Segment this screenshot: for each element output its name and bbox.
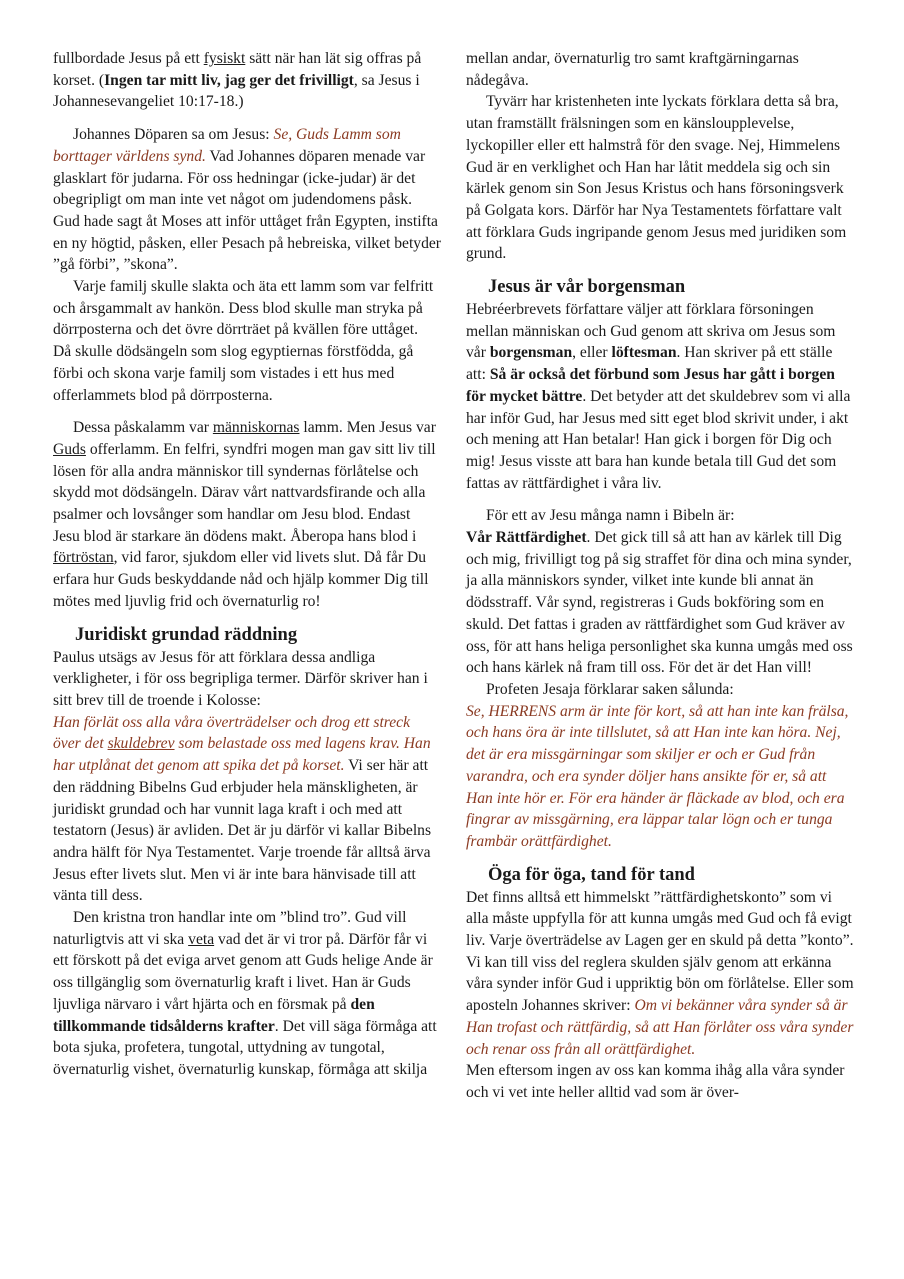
section-heading: Juridiskt grundad räddning [75,624,298,645]
paragraph: Profeten Jesaja förklarar saken sålunda: Se, HERRENS arm är inte för kort, så att han inte kan frälsa, och hans öra är inte tillslutet, så att Han inte kan höra. Nej, det är era missgärningar som skiljer er och er Gud från varandra, och era synder döljer hans ansikte för er, så att Han inte hör er. För era händer är fläckade av blod, och era fingrar av missgärning, era läppar talar lögn och er tunga frambär orättfärdighet. [466,680,849,850]
paragraph: mellan andar, övernaturlig tro samt kraftgärningarnas nådegåva. [466,50,799,89]
paragraph: Då skulle dödsängeln som slog egyptiernas förstfödda, gå förbi och skona varje familj som vistades i ett hus med offerlammets blod på dörrposterna. [53,343,414,404]
scripture-quote: Han förlät oss alla våra överträdelser och drog ett streck över det [53,713,411,753]
left-column [53,48,441,1081]
paragraph: fullbordade Jesus på ett fysiskt sätt när han lät sig offras på korset. (Ingen tar mitt liv, jag ger det frivilligt, sa Jesus i Johannesevangeliet 10:17-18.) [53,50,422,111]
paragraph: För ett av Jesu många namn i Bibeln är: Vår Rättfärdighet. Det gick till så att han av kärlek till Dig och mig, frivilligt tog på sig straffet för dina och mina synder, ja alla människors synder, vilket inte kunde bli annat än dödsstraff. Vår synd, registreras i Guds bokföring som en skuld. Det fattas i graden av rättfärdighet som Gud kräver av oss, för att hans heliga personlighet ska kunna umgås med oss och hans kärlek nå fram till oss. För det är det Han vill! [466,507,853,677]
paragraph: Dessa påskalamm var människornas lamm. Men Jesus var Guds offerlamm. En felfri, syndfri mogen man gav sitt liv till lösen för alla andra människor till syndernas förlåtelse och skydd mot dödsängeln. Därav vårt nattvardsfirande och alla psalmer och lovsånger som handlar om Jesu blod. Endast Jesu blod är starkare än dödens makt. Åberopa hans blod i förtröstan, vid faror, sjukdom eller vid livets slut. Då får Du erfara hur Guds beskyddande nåd och hjälp kommer Dig till mötes med ljuvlig frid och övernaturlig ro! [53,419,436,610]
paragraph: Tyvärr har kristenheten inte lyckats förklara detta så bra, utan framställt frälsningen som en känsloupplevelse, lyckopiller eller ett halmstrå för den svage. Nej, Himmelens Gud är en verklighet och Han har låtit meddela sig och sin kärlek genom sin Son Jesus Kristus och hans försoningsverk på Golgata kors. Därför har Nya Testamentets författare valt att förklara Guds ingripande genom Jesus med juridiken som grund. [466,93,847,263]
paragraph: Varje familj skulle slakta och äta ett lamm som var felfritt och årsgammalt av hankön. Dess blod skulle man stryka på dörrposterna och det övre dörrträet på kvällen före uttåget. [53,278,434,339]
scripture-quote: Om vi bekänner våra synder så är Han trofast och rättfärdig, så att Han förlåter oss våra synder och renar oss från all orättfärdighet. [466,997,854,1058]
scripture-quote: Se, Guds Lamm som borttager världens synd. [53,126,401,165]
section-heading: Öga för öga, tand för tand [488,864,695,885]
paragraph: Men eftersom ingen av oss kan komma ihåg alla våra synder och vi vet inte heller alltid vad som är över- [466,1062,845,1101]
scripture-quote: Se, HERRENS arm är inte för kort, så att han inte kan frälsa, och hans öra är inte tillslutet, så att Han inte kan höra. Nej, det är era missgärningar som skiljer er och er Gud från varandra, och era synder döljer hans ansikte för er, så att Han inte hör er. För era händer är fläckade av blod, och era fingrar av missgärning, era läppar talar lögn och er tunga frambär orättfärdighet. [466,702,849,850]
paragraph: Hebréerbrevets författare väljer att förklara försoningen mellan människan och Gud genom att skriva om Jesus som vår borgensman, eller löftesman. Han skriver på ett ställe att: Så är också det förbund som Jesus har gått i borgen för mycket bättre. Det betyder att det skuldebrev som vi alla har inför Gud, har Jesus med sitt eget blod skrivit under, i akt och mening att Han betalar! Han gick i borgen för Dig och mig! Jesus visste att bara han kunde betala till Gud det som fattas av rättfärdighet i våra liv. [466,301,851,492]
section-heading: Jesus är vår borgensman [488,277,686,298]
right-column [466,48,856,1104]
paragraph: Paulus utsägs av Jesus för att förklara dessa andliga verkligheter, i för oss begripliga termer. Därför skriver han i sitt brev till de troende i Kolosse: Han förlät oss alla våra överträdelser och drog ett streck över det skuldebrev som belastade oss med lagens krav. Han har utplånat det genom att spika det på korset. Vi ser här att den räddning Bibelns Gud erbjuder hela mänskligheten, är juridiskt grundad och har vunnit laga kraft i och med att testatorn (Jesus) är avliden. Det är ju därför vi kallar Bibelns andra hälft för Nya Testamentet. Varje troende får alltså ärva Jesus efter livets slut. Men vi är inte bara hänvisade till att vänta till dess. [53,648,432,905]
paragraph: Den kristna tron handlar inte om ”blind tro”. Gud vill naturligtvis att vi ska veta vad det är vi tror på. Därför får vi ett förskott på det eviga arvet genom att Guds helige Ande är oss tillgänglig som övernaturlig kraft i livet. Han är Guds ljuvliga närvaro i vårt hjärta och en försmak på den tillkommande tidsålderns krafter. Det vill säga förmåga att bota sjuka, profetera, tungotal, uttydning av tungotal, övernaturlig vishet, övernaturlig kunskap, förmåga att skilja [53,909,437,1078]
paragraph: Det finns alltså ett himmelskt ”rättfärdighetskonto” som vi alla måste uppfylla för att kunna umgås med Gud och få evigt liv. Varje överträdelse av Lagen ger en skuld på detta ”konto”. Vi kan till viss del reglera skulden själv genom att erkänna våra synder inför Gud i uppriktig bön om förlåtelse. Eller som aposteln Johannes skriver: Om vi bekänner våra synder så är Han trofast och rättfärdig, så att Han förlåter oss våra synder och renar oss från all orättfärdighet. [466,888,854,1058]
paragraph: Johannes Döparen sa om Jesus: Se, Guds Lamm som borttager världens synd. Vad Johannes döparen menade var glasklart för judarna. För oss hedningar (icke-judar) är det obegripligt om man inte vet något om judendomens påsk. Gud hade sagt åt Moses att inför uttåget från Egypten, instifta en ny högtid, påsken, eller Pesach på hebreiska, vilket betyder ”gå förbi”, ”skona”. [53,126,441,274]
